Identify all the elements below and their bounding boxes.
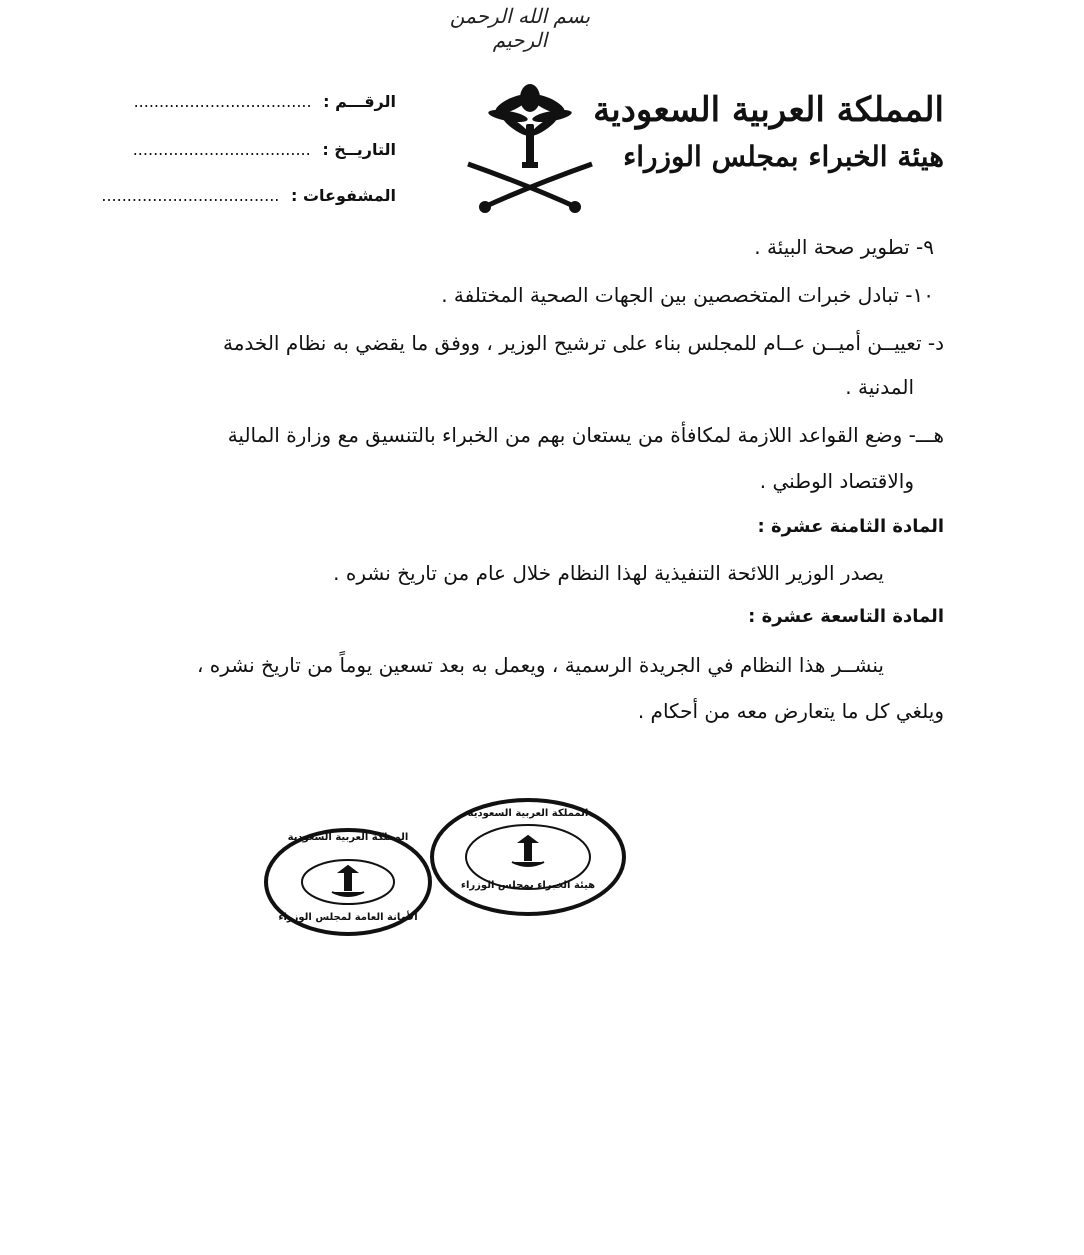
right-stamp-top-text: المملكة العربية السعودية <box>467 808 589 819</box>
attachments-placeholder: ................................... <box>101 186 280 205</box>
number-placeholder: ................................... <box>133 92 312 111</box>
item-d-line1: د- تعييــن أميــن عــام للمجلس بناء على ترشيح الوزير ، ووفق ما يقضي به نظام الخدمة <box>222 331 944 355</box>
date-field <box>118 140 396 159</box>
number-label: الرقـــم : <box>323 92 396 111</box>
right-stamp-bottom-text: هيئة الخبراء بمجلس الوزراء <box>460 880 596 891</box>
date-placeholder: ................................... <box>132 140 311 159</box>
item-9: ٩- تطوير صحة البيئة . <box>754 235 934 259</box>
left-stamp-top-text: المملكة العربية السعودية <box>287 832 409 843</box>
date-label: التاريــخ : <box>322 140 396 159</box>
basmala: بسم الله الرحمن الرحيم <box>449 4 591 52</box>
attachments-field <box>101 186 396 205</box>
org-name-line1: المملكة العربية السعودية <box>593 90 944 130</box>
article-18-heading: المادة الثامنة عشرة : <box>757 516 944 537</box>
number-field <box>118 92 396 111</box>
item-h-line2: والاقتصاد الوطني . <box>759 469 914 493</box>
article-19-line2: ويلغي كل ما يتعارض معه من أحكام . <box>637 699 944 723</box>
article-19-heading: المادة التاسعة عشرة : <box>748 606 944 627</box>
org-name-line2: هيئة الخبراء بمجلس الوزراء <box>623 140 944 173</box>
item-d-line2: المدنية . <box>845 375 914 399</box>
item-10: ١٠- تبادل خبرات المتخصصين بين الجهات الصحية المختلفة . <box>441 283 934 307</box>
article-19-line1: ينشــر هذا النظام في الجريدة الرسمية ، ويعمل به بعد تسعين يوماً من تاريخ نشره ، <box>196 653 884 677</box>
item-h-line1: هـــ- وضع القواعد اللازمة لمكافأة من يستعان بهم من الخبراء بالتنسيق مع وزارة المالية <box>227 423 944 447</box>
attachments-label: المشفوعات : <box>290 186 396 205</box>
left-stamp-bottom-text: الأمانة العامة لمجلس الوزراء <box>278 912 418 923</box>
article-18-text: يصدر الوزير اللائحة التنفيذية لهذا النظام خلال عام من تاريخ نشره . <box>333 561 884 585</box>
palm-swords-emblem-icon <box>460 76 600 216</box>
